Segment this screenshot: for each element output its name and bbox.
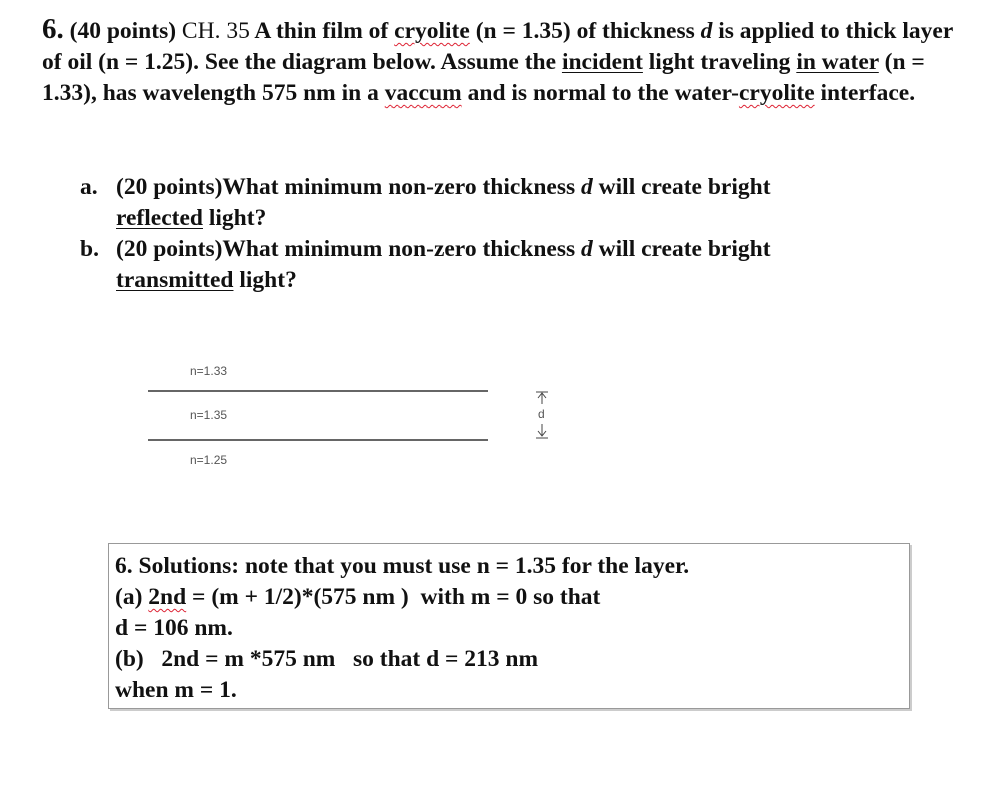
in-water-term: in water <box>796 49 879 75</box>
n-water-label: n=1.33 <box>190 364 228 378</box>
question-fragment: interface. <box>820 80 916 106</box>
solution-2nd-term: 2nd <box>148 584 187 610</box>
solution-line-1: 6. Solutions: note that you must use n = 1.35 for the layer. <box>115 553 690 579</box>
thickness-symbol: d <box>581 174 593 200</box>
part-fragment: will create bright <box>598 174 771 200</box>
question-fragment: (n = 1.35) of thickness <box>475 18 695 44</box>
part-fragment: (20 points)What minimum non-zero thickness <box>116 174 576 200</box>
solution-line-4: (b) 2nd = m *575 nm so that d = 213 nm <box>115 646 539 672</box>
solution-line-5: when m = 1. <box>115 677 237 703</box>
chapter-label: CH. 35 <box>181 18 250 44</box>
question-text <box>42 14 972 109</box>
solution-line-3: d = 106 nm. <box>115 615 233 641</box>
vaccum-term: vaccum <box>384 80 462 106</box>
part-fragment: light? <box>208 205 267 231</box>
cryolite-term: cryolite <box>394 18 470 44</box>
part-text <box>116 172 840 234</box>
part-label: a. <box>80 174 98 200</box>
thickness-symbol: d <box>700 18 713 44</box>
n-cryolite-label: n=1.35 <box>190 408 228 422</box>
question-fragment: A thin film of <box>254 18 389 44</box>
question-points: (40 points) <box>69 18 177 44</box>
incident-term: incident <box>561 49 643 75</box>
transmitted-term: transmitted <box>116 267 234 293</box>
part-b <box>80 234 840 296</box>
reflected-term: reflected <box>116 205 203 231</box>
part-a <box>80 172 840 234</box>
part-fragment: will create bright <box>598 236 771 262</box>
n-oil-label: n=1.25 <box>190 453 228 467</box>
thickness-symbol: d <box>581 236 593 262</box>
part-label: b. <box>80 236 99 262</box>
part-fragment: (20 points)What minimum non-zero thickness <box>116 236 576 262</box>
d-label: d <box>538 407 545 421</box>
film-diagram <box>0 350 994 480</box>
solution-fragment: (a) <box>115 584 143 610</box>
part-fragment: light? <box>239 267 297 293</box>
solution-box <box>108 543 910 709</box>
question-parts <box>80 172 840 296</box>
solution-fragment: = (m + 1/2)*(575 nm ) with m = 0 so that <box>186 584 601 610</box>
cryolite-term-2: cryolite <box>738 80 815 106</box>
question-number: 6. <box>42 13 64 45</box>
question-fragment: light traveling <box>648 49 791 75</box>
question-fragment: and is normal to the water- <box>467 80 739 106</box>
question-fragment: (n = 1.33), has wavelength 575 nm in a <box>42 49 925 106</box>
question-fragment: is applied to thick layer of oil (n = 1.25). See the diagram below. Assume the <box>42 18 953 75</box>
part-text <box>116 234 840 296</box>
diagram-lines <box>0 350 994 480</box>
solution-line-2 <box>115 582 909 613</box>
